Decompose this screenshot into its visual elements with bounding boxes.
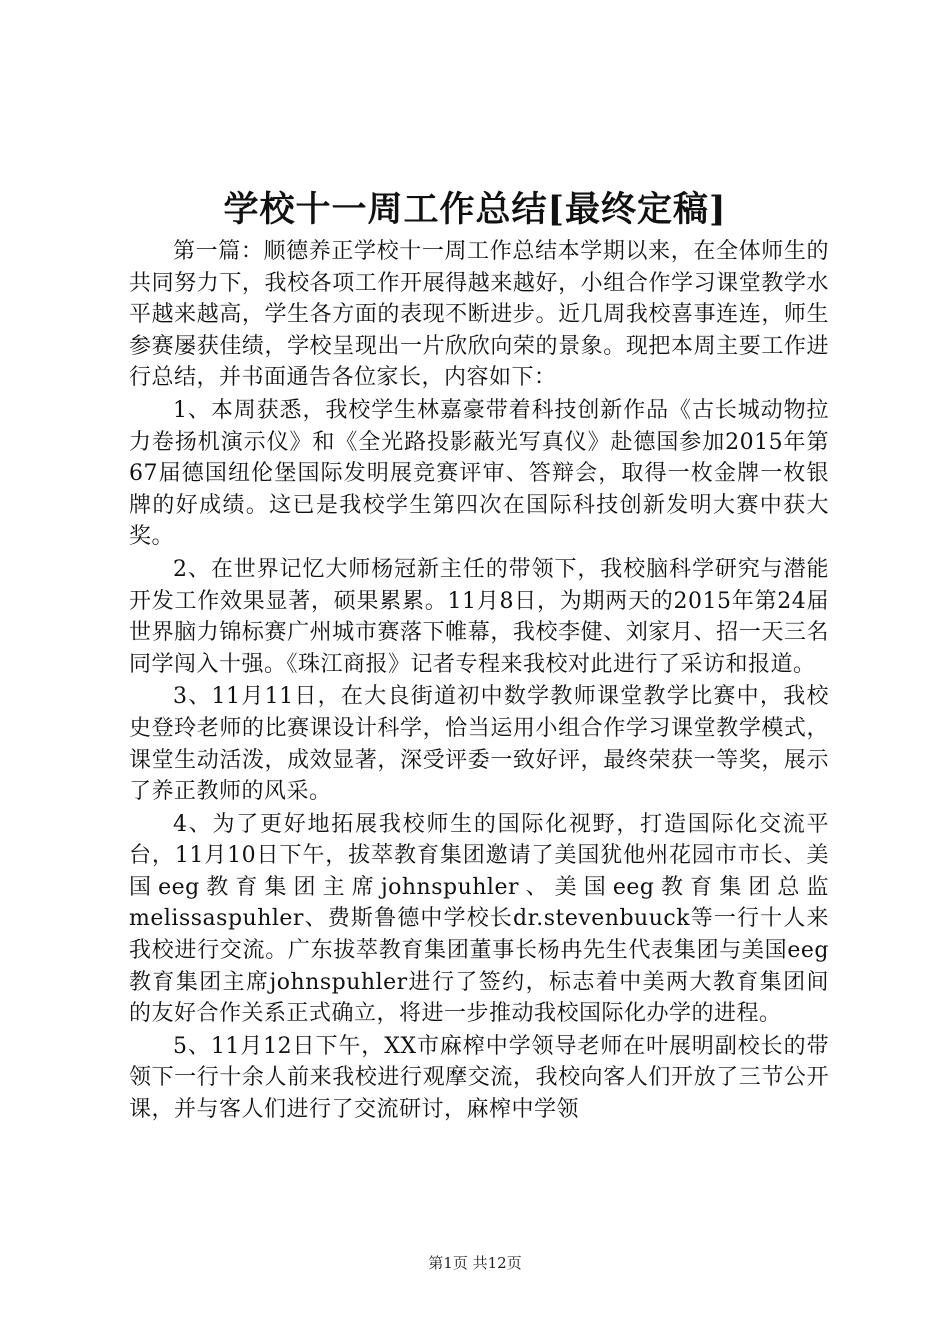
document-body: [129, 236, 829, 1127]
page-number-footer: 第1页 共12页: [428, 1254, 522, 1272]
paragraph-item-4: 4、为了更好地拓展我校师生的国际化视野，打造国际化交流平台，11月10日下午，拔萃教育集团邀请了美国犹他州花园市市长、美国eeg教育集团主席johnspuhler、美国eeg教育集团总监melissaspuhler、费斯鲁德中学校长dr.stevenbuuck等一行十人来我校进行交流。广东拔萃教育集团董事长杨冉先生代表集团与美国eeg教育集团主席johnspuhler进行了签约，标志着中美两大教育集团间的友好合作关系正式确立，将进一步推动我校国际化办学的进程。: [129, 811, 829, 1027]
paragraph-item-3: 3、11月11日，在大良街道初中数学教师课堂教学比赛中，我校史登玲老师的比赛课设计科学，恰当运用小组合作学习课堂教学模式，课堂生动活泼，成效显著，深受评委一致好评，最终荣获一等奖，展示了养正教师的风采。: [129, 684, 829, 805]
paragraph-item-5: 5、11月12日下午，XX市麻榨中学领导老师在叶展明副校长的带领下一行十余人前来我校进行观摩交流，我校向客人们开放了三节公开课，并与客人们进行了交流研讨，麻榨中学领: [129, 1033, 829, 1123]
paragraph-intro: 第一篇：顺德养正学校十一周工作总结本学期以来，在全体师生的共同努力下，我校各项工作开展得越来越好，小组合作学习课堂教学水平越来越高，学生各方面的表现不断进步。近几周我校喜事连连，师生参赛屡获佳绩，学校呈现出一片欣欣向荣的景象。现把本周主要工作进行总结，并书面通告各位家长，内容如下：: [129, 239, 829, 391]
paragraph-item-1: 1、本周获悉，我校学生林嘉豪带着科技创新作品《古长城动物拉力卷扬机演示仪》和《全光路投影蔽光写真仪》赴德国参加2015年第67届德国纽伦堡国际发明展竞赛评审、答辩会，取得一枚金牌一枚银牌的好成绩。这已是我校学生第四次在国际科技创新发明大赛中获大奖。: [129, 397, 829, 550]
document-title: 学校十一周工作总结[最终定稿]: [223, 189, 727, 230]
paragraph-item-2: 2、在世界记忆大师杨冠新主任的带领下，我校脑科学研究与潜能开发工作效果显著，硕果累累。11月8日，为期两天的2015年第24届世界脑力锦标赛广州城市赛落下帷幕，我校李健、刘家月、招一天三名同学闯入十强。《珠江商报》记者专程来我校对此进行了采访和报道。: [129, 556, 829, 677]
